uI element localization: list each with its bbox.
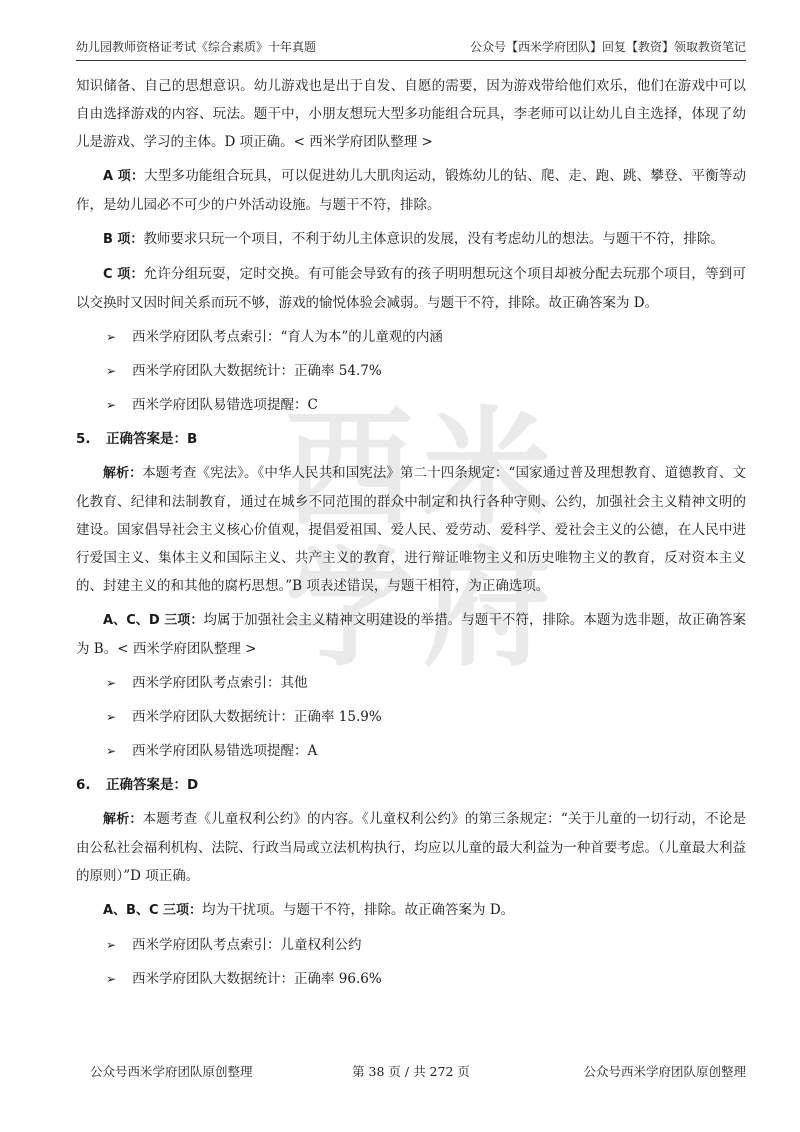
option-label: C 项： <box>103 267 144 282</box>
bullet-text: 西米学府团队易错选项提醒：A <box>132 743 318 759</box>
arrow-bullet-icon: ➢ <box>106 744 117 758</box>
answer-title: 正确答案是：D <box>106 777 199 793</box>
analysis-label: 解析： <box>103 812 143 827</box>
question-number: 6. <box>76 777 91 793</box>
q4-option-a <box>76 162 746 219</box>
watermark-char: 府 <box>422 535 551 684</box>
arrow-bullet-icon: ➢ <box>106 364 117 378</box>
list-item <box>76 931 746 959</box>
q6-options-abc <box>76 896 746 925</box>
q6-analysis <box>76 805 746 890</box>
analysis-text: 本题考查《宪法》。《中华人民共和国宪法》第二十四条规定：“国家通过普及理想教育、道德教育、文化教育、纪律和法制教育，通过在城乡不同范围的群众中制定和执行各种守则、公约，加强社会主义精神文明的建设。国家倡导社会主义核心价值观，提倡爱祖国、爱人民、爱劳动、爱科学、爱社会主义的公德，在人民中进行爱国主义、集体主义和国际主义、共产主义的教育，进行辩证唯物主义和历史唯物主义的教育，反对资本主义的、封建主义的和其他的腐朽思想。”B 项表述错误，与题干相符，为正确选项。 <box>76 465 746 594</box>
footer-right: 公众号西米学府团队原创整理 <box>583 1064 746 1079</box>
option-text: 教师要求只玩一个项目，不利于幼儿主体意识的发展，没有考虑幼儿的想法。与题干不符，排除。 <box>143 231 724 247</box>
option-text: 均为干扰项。与题干不符，排除。故正确答案为 D。 <box>202 902 515 918</box>
page-header <box>76 34 746 61</box>
bullet-text: 西米学府团队大数据统计：正确率 54.7% <box>132 363 382 379</box>
option-text: 均属于加强社会主义精神文明建设的举措。与题干不符，排除。本题为选非题，故正确答案为 B。< 西米学府团队整理 > <box>76 612 747 657</box>
watermark-char: 西 <box>284 395 413 544</box>
list-item <box>76 669 746 697</box>
question-number: 5. <box>76 431 91 447</box>
footer-left: 公众号西米学府团队原创整理 <box>90 1064 253 1079</box>
watermark-char: 米 <box>422 395 551 544</box>
analysis-label: 解析： <box>103 466 143 481</box>
list-item <box>76 737 746 765</box>
bullet-text: 西米学府团队大数据统计：正确率 96.6% <box>132 971 382 987</box>
option-text: 允许分组玩耍，定时交换。有可能会导致有的孩子明明想玩这个项目却被分配去玩那个项目，等到可以交换时又因时间关系而玩不够，游戏的愉悦体验会减弱。与题干不符，排除。故正确答案为 D。 <box>76 266 746 311</box>
arrow-bullet-icon: ➢ <box>106 398 117 412</box>
q4-option-b <box>76 225 746 254</box>
list-item <box>76 357 746 385</box>
q5-options-acd <box>76 606 746 663</box>
q4-continuation: 知识储备、自己的思想意识。幼儿游戏也是出于自发、自愿的需要，因为游戏带给他们欢乐，他们在游戏中可以自由选择游戏的内容、玩法。题干中，小朋友想玩大型多功能组合玩具，李老师可以让幼儿自主选择，体现了幼儿是游戏、学习的主体。D 项正确。< 西米学府团队整理 > <box>76 78 746 150</box>
header-promo: 公众号【西米学府团队】回复【教资】领取教资笔记 <box>469 40 746 54</box>
bullet-text: 西米学府团队考点索引：其他 <box>132 675 308 691</box>
list-item <box>76 965 746 993</box>
q6-heading <box>76 771 746 799</box>
bullet-text: 西米学府团队易错选项提醒：C <box>132 397 318 413</box>
arrow-bullet-icon: ➢ <box>106 972 117 986</box>
option-label: A 项： <box>103 169 145 184</box>
answer-title: 正确答案是：B <box>106 431 198 447</box>
option-label: A、B、C 三项： <box>103 903 203 918</box>
arrow-bullet-icon: ➢ <box>106 330 117 344</box>
option-text: 大型多功能组合玩具，可以促进幼儿大肌肉运动，锻炼幼儿的钻、爬、走、跑、跳、攀登、平衡等动作，是幼儿园必不可少的户外活动设施。与题干不符，排除。 <box>76 168 746 213</box>
arrow-bullet-icon: ➢ <box>106 676 117 690</box>
arrow-bullet-icon: ➢ <box>106 938 117 952</box>
page-content <box>76 72 746 999</box>
bullet-text: 西米学府团队考点索引：儿童权利公约 <box>132 937 362 953</box>
watermark-char: 学 <box>284 535 413 684</box>
analysis-text: 本题考查《儿童权利公约》的内容。《儿童权利公约》的第三条规定：“关于儿童的一切行动，不论是由公私社会福利机构、法院、行政当局或立法机构执行，均应以儿童的最大利益为一种首要考虑。（儿童最大利益的原则）”D 项正确。 <box>76 811 746 884</box>
list-item <box>76 703 746 731</box>
bullet-text: 西米学府团队大数据统计：正确率 15.9% <box>132 709 382 725</box>
header-title: 幼儿园教师资格证考试《综合素质》十年真题 <box>76 40 317 54</box>
q4-option-c <box>76 260 746 317</box>
bullet-text: 西米学府团队考点索引：“育人为本”的儿童观的内涵 <box>132 329 443 345</box>
option-label: A、C、D 三项： <box>103 613 204 628</box>
arrow-bullet-icon: ➢ <box>106 710 117 724</box>
list-item <box>76 323 746 351</box>
list-item <box>76 391 746 419</box>
option-label: B 项： <box>103 232 144 247</box>
page-footer <box>76 1062 746 1086</box>
q5-analysis <box>76 459 746 600</box>
page-number: 第 38 页 / 共 272 页 <box>352 1064 470 1079</box>
q5-heading <box>76 425 746 453</box>
